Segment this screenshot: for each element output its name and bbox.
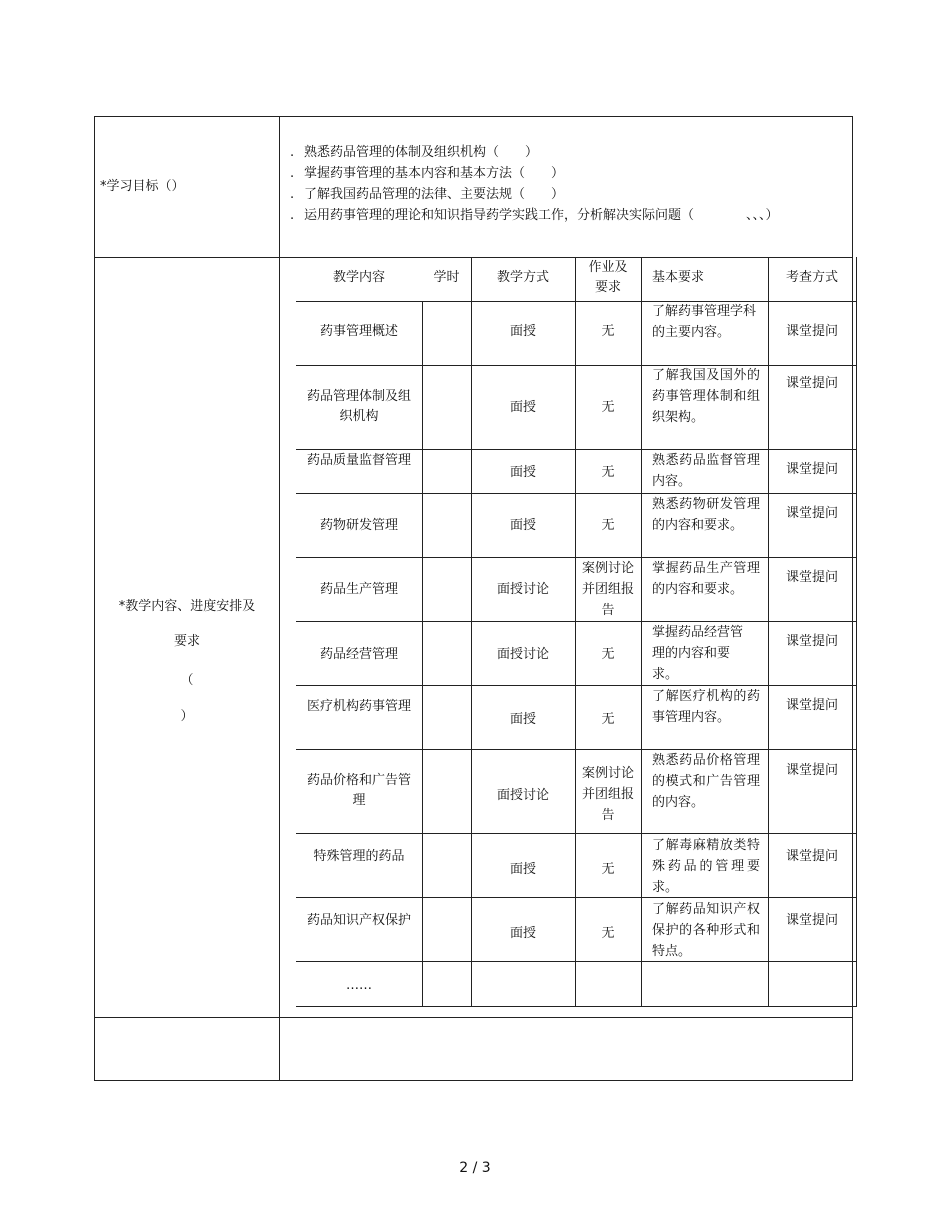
schedule-row-line (296, 449, 857, 450)
row-homework: 案例讨论并团组报告 (582, 561, 635, 618)
row-method: 面授 (509, 518, 536, 533)
schedule-row-line (296, 749, 857, 750)
row-method: 面授 (509, 324, 536, 339)
row-homework: 无 (601, 647, 615, 662)
row-requirement: 了解药事管理学科的主要内容。 (652, 304, 757, 340)
schedule-row-line (296, 365, 857, 366)
schedule-row-line (296, 493, 857, 494)
row-requirement: 熟悉药物研发管理的内容和要求。 (652, 497, 760, 533)
row-requirement: 了解药品知识产权保护的各种形式和特点。 (652, 902, 760, 959)
outer-border-row2 (94, 1017, 853, 1018)
row-requirement: 了解我国及国外的药事管理体制和组织架构。 (652, 368, 760, 425)
outer-border-right (852, 116, 853, 1081)
schedule-col-line (471, 257, 472, 1006)
row-homework: 无 (601, 926, 615, 941)
content-label-line2: 要求 (173, 634, 200, 649)
row-homework: 无 (601, 465, 615, 480)
row-assessment: 课堂提问 (785, 506, 838, 521)
schedule-row-line (296, 833, 857, 834)
row-requirement: 了解毒麻精放类特殊药品的管理要求。 (652, 838, 760, 895)
objective-bullet: . (290, 187, 295, 202)
objective-bullet: . (290, 145, 295, 160)
schedule-col-line (856, 257, 857, 1006)
row-method: 面授 (509, 400, 536, 415)
objective-item (290, 185, 564, 205)
row-homework: 案例讨论并团组报告 (582, 766, 635, 823)
row-requirement: 熟悉药品价格管理的模式和广告管理的内容。 (652, 753, 760, 810)
row-assessment: 课堂提问 (785, 376, 838, 391)
outer-border-row1 (94, 257, 853, 258)
row-method: 面授 (509, 465, 536, 480)
row-homework: 无 (601, 862, 615, 877)
outer-border-bottom (94, 1080, 853, 1081)
schedule-col-line (641, 257, 642, 1006)
content-label-line1: *教学内容、进度安排及 (118, 599, 256, 614)
schedule-row-line (296, 685, 857, 686)
row-assessment: 课堂提问 (785, 698, 838, 713)
schedule-row-line (296, 557, 857, 558)
outer-border-left (94, 116, 95, 1081)
content-label-close: ） (180, 709, 194, 724)
objective-item (290, 206, 779, 226)
row-topic: 药事管理概述 (319, 324, 398, 339)
row-homework: 无 (601, 712, 615, 727)
header-topic: 教学内容 (332, 270, 385, 285)
schedule-col-line (575, 257, 576, 1006)
row-topic: 药品知识产权保护 (306, 913, 411, 928)
row-requirement: 掌握药品生产管理的内容和要求。 (652, 561, 760, 597)
row-method: 面授 (509, 862, 536, 877)
page-number: 2 / 3 (459, 1160, 491, 1176)
schedule-col-line (422, 301, 423, 1006)
objective-text: 熟悉药品管理的体制及组织机构（ ） (304, 145, 539, 160)
schedule-header-line (296, 301, 857, 302)
objective-text: 了解我国药品管理的法律、主要法规（ ） (304, 187, 565, 202)
schedule-row-line (296, 1006, 857, 1007)
content-label-open: （ (180, 673, 194, 688)
row-requirement: 掌握药品经营管理的内容和要求。 (652, 625, 744, 682)
row-requirement: 了解医疗机构的药事管理内容。 (652, 689, 760, 725)
objective-item (290, 164, 564, 184)
header-assessment: 考查方式 (785, 270, 838, 285)
row-homework: 无 (601, 324, 615, 339)
row-topic: 药品经营管理 (319, 647, 398, 662)
objective-text: 运用药事管理的理论和知识指导药学实践工作，分析解决实际问题（ 、、、） (304, 208, 779, 223)
row-ellipsis: …… (346, 978, 372, 993)
row-method: 面授 (509, 926, 536, 941)
row-homework: 无 (601, 518, 615, 533)
objective-item (290, 143, 538, 163)
schedule-row-line (296, 897, 857, 898)
row-assessment: 课堂提问 (785, 849, 838, 864)
row-method: 面授讨论 (496, 788, 549, 803)
objectives-label: *学习目标（） (100, 179, 185, 194)
row-topic: 药品管理体制及组织机构 (306, 389, 411, 424)
header-method: 教学方式 (496, 270, 549, 285)
row-topic: 药品质量监督管理 (306, 453, 411, 468)
outer-border-top (94, 116, 853, 117)
row-assessment: 课堂提问 (785, 462, 838, 477)
header-hours: 学时 (433, 270, 460, 285)
row-assessment: 课堂提问 (785, 913, 838, 928)
schedule-row-line (296, 961, 857, 962)
row-method: 面授讨论 (496, 647, 549, 662)
row-assessment: 课堂提问 (785, 324, 838, 339)
row-assessment: 课堂提问 (785, 570, 838, 585)
objective-bullet: . (290, 166, 295, 181)
objective-bullet: . (290, 208, 295, 223)
row-topic: 药物研发管理 (319, 518, 398, 533)
row-method: 面授讨论 (496, 582, 549, 597)
row-topic: 医疗机构药事管理 (306, 699, 411, 714)
row-requirement: 熟悉药品监督管理内容。 (652, 453, 760, 489)
outer-border-mid (279, 116, 280, 1081)
header-homework: 作业及 要求 (588, 260, 628, 295)
row-topic: 药品价格和广告管理 (306, 773, 411, 808)
objective-text: 掌握药事管理的基本内容和基本方法（ ） (304, 166, 565, 181)
row-homework: 无 (601, 400, 615, 415)
row-topic: 特殊管理的药品 (313, 849, 405, 864)
row-topic: 药品生产管理 (319, 582, 398, 597)
row-method: 面授 (509, 712, 536, 727)
row-assessment: 课堂提问 (785, 634, 838, 649)
schedule-row-line (296, 621, 857, 622)
header-requirement: 基本要求 (652, 270, 705, 285)
row-assessment: 课堂提问 (785, 763, 838, 778)
